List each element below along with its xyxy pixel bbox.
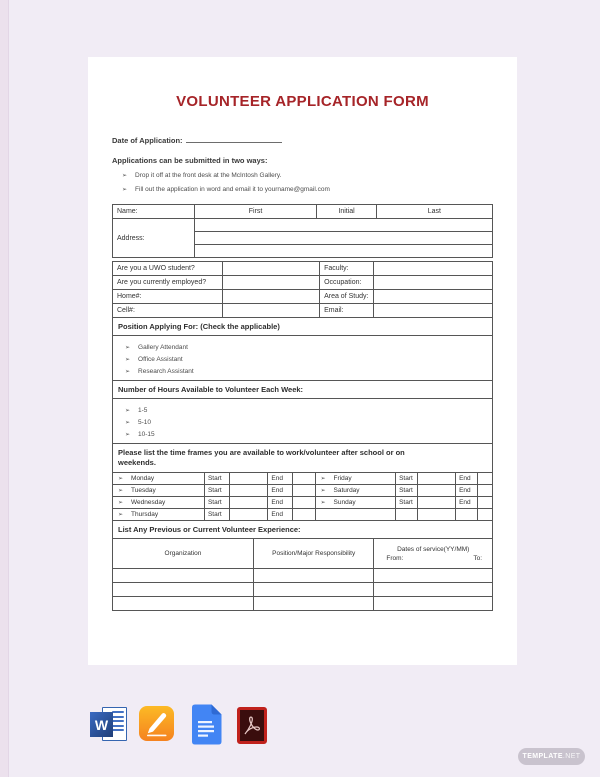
hours-options [112,398,493,444]
input-cell [374,597,493,611]
bullet-arrow-icon: ➢ [125,357,131,363]
input-cell [113,583,254,597]
position-option [125,356,492,363]
bullet-arrow-icon: ➢ [125,432,131,438]
position-option-text: Gallery Attendant [138,344,188,351]
day-cell-sunday [315,497,396,509]
input-cell [374,262,493,276]
date-of-application-label: Date of Application: [112,136,183,145]
day-label: Thursday [131,511,159,518]
employed-label: Are you currently employed? [113,276,223,290]
bullet-arrow-icon: ➢ [320,476,326,482]
submission-intro: Applications can be submitted in two ways: [112,156,268,165]
hours-option [125,431,492,438]
first-name-header: First [194,205,317,219]
position-option-text: Office Assistant [138,356,183,363]
input-cell [374,583,493,597]
faculty-label: Faculty: [320,262,374,276]
word-doc-line [112,720,124,722]
position-option [125,344,492,351]
bullet-arrow-icon: ➢ [320,500,326,506]
input-cell [478,473,493,485]
end-label: End [456,497,478,509]
google-docs-icon[interactable] [190,704,222,745]
bullet-arrow-icon: ➢ [118,476,124,482]
hours-option-text: 5-10 [138,419,152,426]
position-option [125,368,492,375]
submission-option [112,186,493,193]
start-label: Start [396,497,418,509]
cell-phone-label: Cell#: [113,304,223,318]
home-phone-label: Home#: [113,290,223,304]
word-letter: W [90,712,113,737]
table-row [113,276,493,290]
bullet-arrow-icon: ➢ [125,408,131,414]
input-cell [223,262,320,276]
end-label: End [268,509,293,521]
occupation-label: Occupation: [320,276,374,290]
start-label: Start [204,473,229,485]
last-name-header: Last [376,205,492,219]
table-row [113,219,493,232]
input-cell [478,497,493,509]
day-label: Sunday [333,499,356,506]
input-cell [374,290,493,304]
name-address-table [112,204,493,258]
day-cell-tuesday [113,485,205,497]
input-cell [223,304,320,318]
area-of-study-label: Area of Study: [320,290,374,304]
input-cell [229,473,268,485]
input-cell [293,485,315,497]
input-cell [223,290,320,304]
day-label: Saturday [333,487,360,494]
bullet-arrow-icon: ➢ [118,512,124,518]
word-doc-line [112,725,124,727]
acrobat-swoosh-glyph [241,712,263,740]
end-label: End [456,485,478,497]
day-cell-monday [113,473,205,485]
input-cell [113,597,254,611]
position-responsibility-header: Position/Major Responsibility [253,539,373,569]
date-blank-line [186,136,282,143]
address-line-cell [194,219,492,232]
day-label: Tuesday [131,487,156,494]
empty-cell [315,509,396,521]
experience-table [112,538,493,611]
start-label: Start [204,485,229,497]
input-cell [253,597,373,611]
template-net-badge[interactable] [518,748,585,765]
empty-cell [478,509,493,521]
day-label: Monday [131,475,155,482]
start-label: Start [204,509,229,521]
bullet-arrow-icon: ➢ [125,420,131,426]
form-area [112,204,493,611]
address-line-cell [194,245,492,258]
input-cell [229,497,268,509]
input-cell [374,276,493,290]
submission-option-text: Fill out the application in word and email it to yourname@gmail.com [135,186,330,193]
day-cell-wednesday [113,497,205,509]
name-label-cell: Name: [113,205,195,219]
input-cell [253,569,373,583]
address-line-cell [194,232,492,245]
table-row [113,583,493,597]
input-cell [418,485,456,497]
table-row [113,509,493,521]
empty-cell [418,509,456,521]
input-cell [229,485,268,497]
end-label: End [268,485,293,497]
table-row [113,473,493,485]
hours-option [125,419,492,426]
dates-of-service-header [374,539,493,569]
pages-pen-glyph [139,706,174,741]
document-content [88,57,517,611]
bullet-arrow-icon: ➢ [320,488,326,494]
hours-section-header: Number of Hours Available to Volunteer Each Week: [112,380,493,399]
to-label: To: [473,554,482,562]
start-label: Start [396,485,418,497]
position-options [112,335,493,381]
uwo-student-label: Are you a UWO student? [113,262,223,276]
bullet-arrow-icon: ➢ [122,173,128,179]
availability-section-header: Please list the time frames you are available to work/volunteer after school or on weekends. [112,443,493,473]
experience-section-header: List Any Previous or Current Volunteer Experience: [112,520,493,539]
day-cell-friday [315,473,396,485]
start-label: Start [204,497,229,509]
date-of-application-row [112,136,493,145]
pdf-icon[interactable] [237,707,267,744]
table-row [113,497,493,509]
input-cell [229,509,268,521]
from-label: From: [386,554,404,562]
word-doc-line [112,711,124,713]
table-row [113,485,493,497]
email-label: Email: [320,304,374,318]
badge-primary-text: TEMPLATE [522,753,563,760]
input-cell [253,583,373,597]
hours-option-text: 10-15 [138,431,155,438]
submission-option-text: Drop it off at the front desk at the McIntosh Gallery. [135,172,282,179]
initial-header: Initial [317,205,376,219]
bullet-arrow-icon: ➢ [125,369,131,375]
input-cell [478,485,493,497]
input-cell [113,569,254,583]
dates-header-sub [378,554,488,563]
end-label: End [268,497,293,509]
table-row [113,205,493,219]
word-doc-line [112,716,124,718]
pages-icon[interactable] [139,706,174,741]
start-label: Start [396,473,418,485]
left-edge-strip [0,0,9,777]
bullet-arrow-icon: ➢ [118,488,124,494]
day-label: Friday [333,475,352,482]
word-icon[interactable] [90,704,128,744]
bullet-arrow-icon: ➢ [118,500,124,506]
table-row [113,569,493,583]
bullet-arrow-icon: ➢ [122,187,128,193]
address-label-cell: Address: [113,219,195,258]
end-label: End [456,473,478,485]
hours-option [125,407,492,414]
table-row [113,539,493,569]
empty-cell [456,509,478,521]
table-row [113,262,493,276]
badge-suffix-text: .NET [562,753,581,760]
organization-header: Organization [113,539,254,569]
table-row [113,597,493,611]
page-title: VOLUNTEER APPLICATION FORM [176,93,429,110]
input-cell [374,569,493,583]
input-cell [418,473,456,485]
hours-option-text: 1-5 [138,407,148,414]
input-cell [223,276,320,290]
empty-cell [396,509,418,521]
dates-header-title: Dates of service(YY/MM) [397,545,470,553]
position-section-header: Position Applying For: (Check the applicable) [112,317,493,336]
input-cell [293,473,315,485]
table-row [113,290,493,304]
input-cell [293,497,315,509]
day-label: Wednesday [131,499,166,506]
bullet-arrow-icon: ➢ [125,345,131,351]
document-page [88,57,517,665]
end-label: End [268,473,293,485]
day-cell-saturday [315,485,396,497]
table-row [113,304,493,318]
position-option-text: Research Assistant [138,368,194,375]
input-cell [418,497,456,509]
input-cell [293,509,315,521]
contact-info-table [112,261,493,318]
input-cell [374,304,493,318]
availability-table [112,472,493,521]
day-cell-thursday [113,509,205,521]
submission-option [112,172,493,179]
docs-page-glyph [190,704,222,745]
word-doc-line [112,729,124,731]
